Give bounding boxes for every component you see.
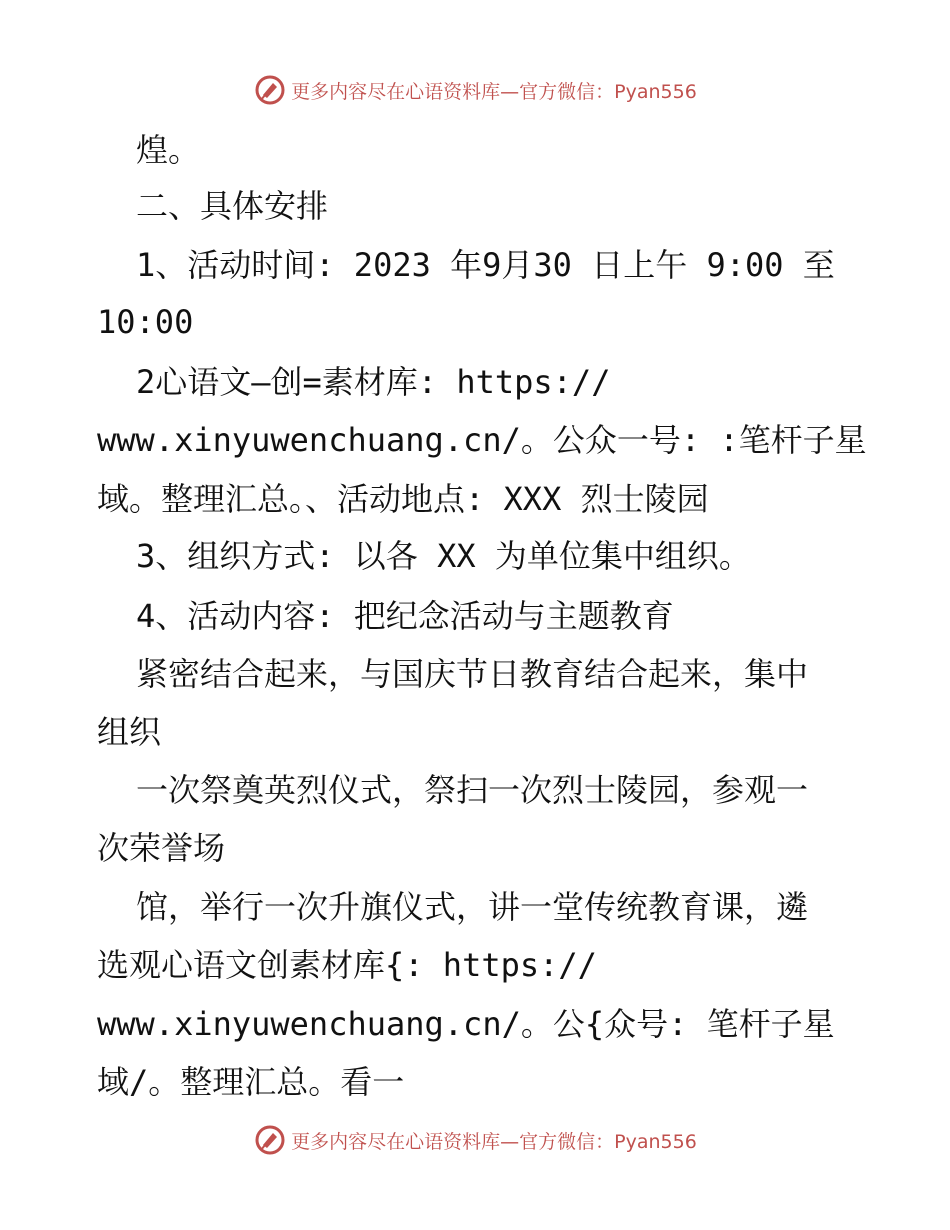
text-line-16: www.xinyuwenchuang.cn/。公{众号: 笔杆子星 <box>97 1005 835 1043</box>
text-line-1: 煌。 <box>136 131 201 169</box>
text-line-13: 次荣誉场 <box>97 829 226 867</box>
text-line-10: 紧密结合起来，与国庆节日教育结合起来，集中 <box>136 655 809 693</box>
pen-nib-logo-icon <box>253 1123 287 1157</box>
header-banner-text: 更多内容尽在心语资料库—官方微信：Pyan556 <box>291 80 697 103</box>
text-line-17: 域/。整理汇总。看一 <box>97 1063 405 1101</box>
text-line-11: 组织 <box>97 713 162 751</box>
text-line-14: 馆，举行一次升旗仪式，讲一堂传统教育课，遴 <box>136 888 809 926</box>
text-line-6: www.xinyuwenchuang.cn/。公众一号: :笔杆子星 <box>97 421 867 459</box>
text-line-5: 2心语文—创=素材库: https:// <box>136 363 611 401</box>
text-line-15: 选观心语文创素材库{: https:// <box>97 946 597 984</box>
text-line-4: 10:00 <box>97 303 194 341</box>
text-line-9: 4、活动内容: 把纪念活动与主题教育 <box>136 597 674 635</box>
text-line-3: 1、活动时间: 2023 年9月30 日上午 9:00 至 <box>136 246 835 284</box>
text-line-12: 一次祭奠英烈仪式，祭扫一次烈士陵园，参观一 <box>136 771 809 809</box>
footer-banner-text: 更多内容尽在心语资料库—官方微信：Pyan556 <box>291 1130 697 1153</box>
text-line-7: 域。整理汇总。、活动地点: XXX 烈士陵园 <box>97 480 709 518</box>
section-heading: 二、具体安排 <box>136 187 329 225</box>
footer-banner <box>0 1120 950 1160</box>
text-line-8: 3、组织方式: 以各 XX 为单位集中组织。 <box>136 537 751 575</box>
